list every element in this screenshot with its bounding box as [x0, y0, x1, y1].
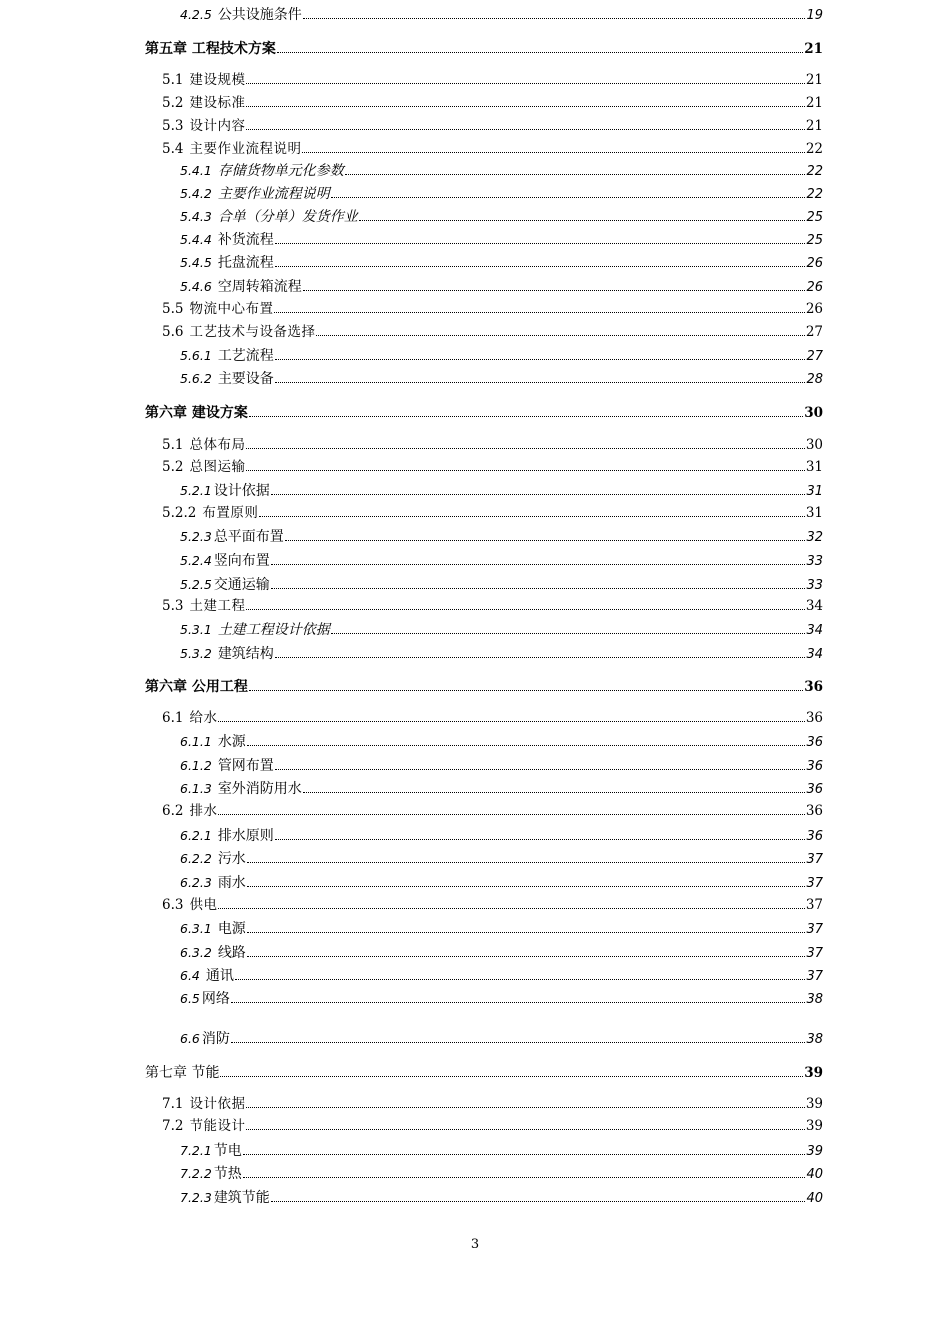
dot-leader [285, 540, 806, 541]
dot-leader [246, 448, 804, 449]
toc-entry-page: 38 [806, 1032, 823, 1047]
toc-entry-number: 5.5 [162, 301, 184, 317]
toc-entry-page: 21 [804, 41, 823, 57]
dot-leader [274, 312, 804, 313]
dot-leader [246, 129, 804, 130]
toc-entry-title: 消防 [201, 1031, 230, 1047]
toc-entry-page: 37 [806, 946, 823, 961]
toc-entry-page: 19 [806, 8, 823, 23]
toc-entry-page: 38 [806, 992, 823, 1007]
toc-entry[interactable] [180, 280, 823, 294]
toc-entry-page: 39 [805, 1096, 823, 1112]
toc-entry-number: 5.3 [162, 598, 184, 614]
toc-entry-title: 工艺技术与设备选择 [189, 324, 316, 340]
toc-entry-number: 6.2.3 [180, 875, 212, 890]
dot-leader [275, 359, 806, 360]
dot-leader [218, 908, 804, 909]
toc-entry-page: 21 [805, 118, 823, 134]
toc-entry-title: 设计依据 [189, 1096, 246, 1112]
toc-entry[interactable] [162, 899, 823, 913]
toc-entry-page: 34 [805, 598, 823, 614]
toc-entry[interactable] [162, 97, 823, 111]
toc-entry-title: 排水原则 [217, 828, 274, 844]
dot-leader [331, 197, 806, 198]
toc-entry-title: 节能设计 [189, 1118, 246, 1134]
toc-entry[interactable] [162, 120, 823, 134]
toc-entry-page: 25 [806, 233, 823, 248]
toc-entry-number: 5.3.2 [180, 646, 212, 661]
toc-entry-page: 30 [805, 437, 823, 453]
dot-leader [247, 745, 806, 746]
toc-entry[interactable] [180, 1144, 823, 1158]
toc-entry[interactable] [180, 992, 823, 1006]
toc-entry-page: 27 [805, 324, 823, 340]
toc-entry-page: 30 [804, 405, 823, 421]
toc-entry-title: 雨水 [217, 875, 246, 891]
toc-entry[interactable] [162, 1098, 823, 1112]
dot-leader [246, 470, 804, 471]
toc-entry-title: 主要作业流程说明 [189, 141, 302, 157]
toc-entry-number: 5.2.4 [180, 553, 212, 568]
toc-entry-page: 26 [805, 301, 823, 317]
toc-entry-title: 建筑节能 [213, 1190, 270, 1206]
toc-entry-title: 电源 [217, 921, 246, 937]
toc-entry-page: 34 [806, 623, 823, 638]
toc-entry-title: 第五章 工程技术方案 [145, 41, 276, 57]
dot-leader [246, 1129, 804, 1130]
toc-entry-title: 节热 [213, 1166, 242, 1182]
toc-entry-number: 5.2.1 [180, 483, 212, 498]
toc-entry-number: 7.2 [162, 1118, 184, 1134]
toc-entry-number: 6.4 [180, 968, 200, 983]
toc-entry-number: 6.3.2 [180, 945, 212, 960]
toc-entry-title: 总体布局 [189, 437, 246, 453]
dot-leader [271, 494, 806, 495]
toc-entry-number: 6.1 [162, 710, 184, 726]
dot-leader [271, 564, 806, 565]
toc-entry[interactable] [180, 349, 823, 363]
toc-entry-title: 水源 [217, 734, 246, 750]
toc-entry[interactable] [180, 922, 823, 936]
toc-entry-title: 物流中心布置 [189, 301, 274, 317]
toc-entry-title: 管网布置 [217, 758, 274, 774]
toc-entry-page: 36 [805, 803, 823, 819]
toc-entry-page: 21 [805, 72, 823, 88]
toc-entry-page: 40 [806, 1167, 823, 1182]
toc-entry[interactable] [180, 735, 823, 749]
toc-entry-page: 28 [806, 372, 823, 387]
dot-leader [231, 1042, 806, 1043]
toc-entry[interactable] [180, 8, 823, 22]
toc-entry-title: 设计内容 [189, 118, 246, 134]
dot-leader [218, 721, 804, 722]
toc-entry-number: 7.2.2 [180, 1166, 212, 1181]
toc-entry-title: 给水 [189, 710, 218, 726]
toc-entry[interactable] [145, 406, 823, 421]
toc-entry-title: 室外消防用水 [217, 781, 302, 797]
toc-entry-number: 5.2 [162, 95, 184, 111]
toc-entry-page: 37 [806, 852, 823, 867]
toc-entry[interactable] [162, 303, 823, 317]
dot-leader [249, 416, 803, 417]
toc-entry-number: 7.2.3 [180, 1190, 212, 1205]
toc-entry-title: 总平面布置 [213, 529, 284, 545]
toc-entry-page: 37 [806, 922, 823, 937]
toc-entry-page: 31 [805, 459, 823, 475]
toc-entry[interactable] [180, 1191, 823, 1205]
dot-leader [246, 1107, 804, 1108]
toc-entry[interactable] [180, 1167, 823, 1181]
toc-entry[interactable] [162, 326, 823, 340]
toc-entry-number: 5.4.1 [180, 163, 212, 178]
toc-entry[interactable] [180, 372, 823, 386]
toc-entry-number: 6.1.2 [180, 758, 212, 773]
toc-entry-number: 6.3 [162, 897, 184, 913]
toc-entry-page: 36 [805, 710, 823, 726]
toc-entry[interactable] [145, 680, 823, 695]
dot-leader [243, 1154, 806, 1155]
dot-leader [275, 382, 806, 383]
toc-entry-page: 34 [806, 647, 823, 662]
toc-entry-page: 33 [806, 554, 823, 569]
toc-entry-title: 第六章 公用工程 [145, 679, 248, 695]
toc-entry[interactable] [180, 554, 823, 568]
toc-entry-page: 37 [805, 897, 823, 913]
dot-leader [303, 290, 806, 291]
toc-entry-page: 33 [806, 578, 823, 593]
toc-entry[interactable] [180, 946, 823, 960]
toc-entry-number: 5.4.4 [180, 232, 212, 247]
toc-entry-page: 39 [806, 1144, 823, 1159]
toc-entry-title: 存储货物单元化参数 [217, 163, 344, 179]
dot-leader [246, 609, 804, 610]
toc-entry[interactable] [145, 1066, 823, 1081]
toc-entry-title: 建设规模 [189, 72, 246, 88]
dot-leader [235, 979, 806, 980]
toc-entry-title: 布置原则 [202, 505, 259, 521]
toc-entry-title: 土建工程设计依据 [217, 622, 330, 638]
toc-entry-page: 22 [806, 164, 823, 179]
dot-leader [303, 792, 806, 793]
dot-leader [247, 932, 806, 933]
dot-leader [359, 220, 806, 221]
toc-entry[interactable] [162, 439, 823, 453]
toc-entry[interactable] [180, 187, 823, 201]
toc-entry[interactable] [180, 233, 823, 247]
toc-entry[interactable] [162, 805, 823, 819]
toc-entry-number: 5.4.2 [180, 186, 212, 201]
toc-entry-page: 40 [806, 1191, 823, 1206]
toc-entry[interactable] [162, 461, 823, 475]
toc-entry-number: 5.4.3 [180, 209, 212, 224]
toc-entry-title: 空周转箱流程 [217, 279, 302, 295]
dot-leader [345, 174, 806, 175]
toc-entry-number: 6.2 [162, 803, 184, 819]
toc-entry[interactable] [180, 210, 823, 224]
toc-entry-number: 5.4.5 [180, 255, 212, 270]
toc-entry-title: 公共设施条件 [217, 7, 302, 23]
toc-entry[interactable] [162, 712, 823, 726]
toc-entry-number: 5.6.2 [180, 371, 212, 386]
toc-entry[interactable] [180, 876, 823, 890]
dot-leader [275, 657, 806, 658]
toc-entry[interactable] [180, 256, 823, 270]
dot-leader [220, 1076, 803, 1077]
toc-entry-page: 26 [806, 256, 823, 271]
toc-entry-page: 36 [806, 829, 823, 844]
toc-entry-number: 5.2 [162, 459, 184, 475]
toc-entry-number: 7.1 [162, 1096, 184, 1112]
dot-leader [247, 886, 806, 887]
toc-entry-title: 通讯 [205, 968, 234, 984]
toc-entry-page: 22 [806, 187, 823, 202]
toc-entry-page: 36 [806, 735, 823, 750]
dot-leader [259, 516, 804, 517]
toc-entry[interactable] [180, 1032, 823, 1046]
toc-entry-page: 39 [805, 1118, 823, 1134]
toc-entry-number: 6.3.1 [180, 921, 212, 936]
toc-entry-number: 5.3 [162, 118, 184, 134]
dot-leader [303, 18, 806, 19]
toc-entry[interactable] [162, 600, 823, 614]
dot-leader [247, 862, 806, 863]
dot-leader [218, 814, 804, 815]
toc-entry[interactable] [180, 578, 823, 592]
dot-leader [243, 1177, 806, 1178]
toc-entry[interactable] [180, 759, 823, 773]
toc-entry-number: 5.2.5 [180, 577, 212, 592]
toc-entry[interactable] [180, 852, 823, 866]
dot-leader [316, 335, 804, 336]
toc-entry-page: 39 [804, 1065, 823, 1081]
toc-entry[interactable] [162, 74, 823, 88]
toc-entry-number: 6.5 [180, 991, 200, 1006]
toc-entry-number: 5.2.2 [162, 505, 197, 521]
toc-entry-number: 5.4 [162, 141, 184, 157]
toc-entry-title: 主要设备 [217, 371, 274, 387]
dot-leader [275, 839, 806, 840]
dot-leader [271, 1201, 806, 1202]
toc-entry-title: 节电 [213, 1143, 242, 1159]
toc-entry[interactable] [180, 530, 823, 544]
dot-leader [246, 83, 804, 84]
toc-entry[interactable] [180, 969, 823, 983]
toc-entry[interactable] [180, 484, 823, 498]
toc-entry-page: 32 [806, 530, 823, 545]
toc-entry-number: 5.1 [162, 437, 184, 453]
toc-entry-title: 主要作业流程说明 [217, 186, 330, 202]
toc-entry-title: 建筑结构 [217, 646, 274, 662]
dot-leader [231, 1002, 806, 1003]
toc-entry-title: 竖向布置 [213, 553, 270, 569]
toc-entry-number: 5.6.1 [180, 348, 212, 363]
toc-entry-title: 设计依据 [213, 483, 270, 499]
toc-entry-page: 31 [806, 484, 823, 499]
toc-entry-page: 27 [806, 349, 823, 364]
toc-entry-page: 37 [806, 969, 823, 984]
toc-entry-title: 第七章 节能 [145, 1065, 220, 1081]
dot-leader [275, 243, 806, 244]
toc-entry-number: 5.1 [162, 72, 184, 88]
toc-entry-page: 36 [806, 759, 823, 774]
toc-entry-number: 6.1.3 [180, 781, 212, 796]
toc-entry[interactable] [180, 829, 823, 843]
toc-entry-page: 26 [806, 280, 823, 295]
toc-entry-title: 托盘流程 [217, 255, 274, 271]
toc-entry-number: 7.2.1 [180, 1143, 212, 1158]
toc-entry-page: 36 [806, 782, 823, 797]
page-number: 3 [470, 1237, 480, 1252]
toc-entry-title: 补货流程 [217, 232, 274, 248]
dot-leader [246, 106, 804, 107]
toc-entry-number: 4.2.5 [180, 7, 212, 22]
toc-entry-number: 5.4.6 [180, 279, 212, 294]
toc-entry[interactable] [162, 1120, 823, 1134]
toc-entry-number: 6.2.1 [180, 828, 212, 843]
toc-entry-number: 6.6 [180, 1031, 200, 1046]
toc-entry[interactable] [180, 164, 823, 178]
toc-entry-title: 总图运输 [189, 459, 246, 475]
toc-entry-title: 土建工程 [189, 598, 246, 614]
toc-entry[interactable] [162, 507, 823, 521]
toc-entry-title: 合单（分单）发货作业 [217, 209, 358, 225]
toc-entry-page: 36 [804, 679, 823, 695]
toc-entry-page: 37 [806, 876, 823, 891]
toc-entry-title: 第六章 建设方案 [145, 405, 248, 421]
toc-entry[interactable] [145, 42, 823, 57]
toc-entry-title: 污水 [217, 851, 246, 867]
toc-entry[interactable] [180, 647, 823, 661]
toc-entry-number: 5.2.3 [180, 529, 212, 544]
dot-leader [275, 266, 806, 267]
toc-entry-number: 6.2.2 [180, 851, 212, 866]
toc-entry-page: 31 [805, 505, 823, 521]
toc-entry-page: 22 [805, 141, 823, 157]
dot-leader [249, 690, 803, 691]
dot-leader [275, 769, 806, 770]
dot-leader [331, 633, 806, 634]
toc-entry-title: 线路 [217, 945, 246, 961]
toc-entry-title: 供电 [189, 897, 218, 913]
toc-entry-number: 6.1.1 [180, 734, 212, 749]
toc-entry[interactable] [162, 143, 823, 157]
toc-entry-title: 网络 [201, 991, 230, 1007]
toc-entry-title: 排水 [189, 803, 218, 819]
toc-entry[interactable] [180, 623, 823, 637]
toc-entry-title: 交通运输 [213, 577, 270, 593]
toc-entry-number: 5.3.1 [180, 622, 212, 637]
toc-entry-number: 5.6 [162, 324, 184, 340]
toc-entry[interactable] [180, 782, 823, 796]
toc-entry-page: 21 [805, 95, 823, 111]
toc-entry-title: 工艺流程 [217, 348, 274, 364]
dot-leader [247, 956, 806, 957]
toc-entry-title: 建设标准 [189, 95, 246, 111]
dot-leader [277, 52, 803, 53]
dot-leader [271, 588, 806, 589]
dot-leader [302, 152, 804, 153]
toc-entry-page: 25 [806, 210, 823, 225]
